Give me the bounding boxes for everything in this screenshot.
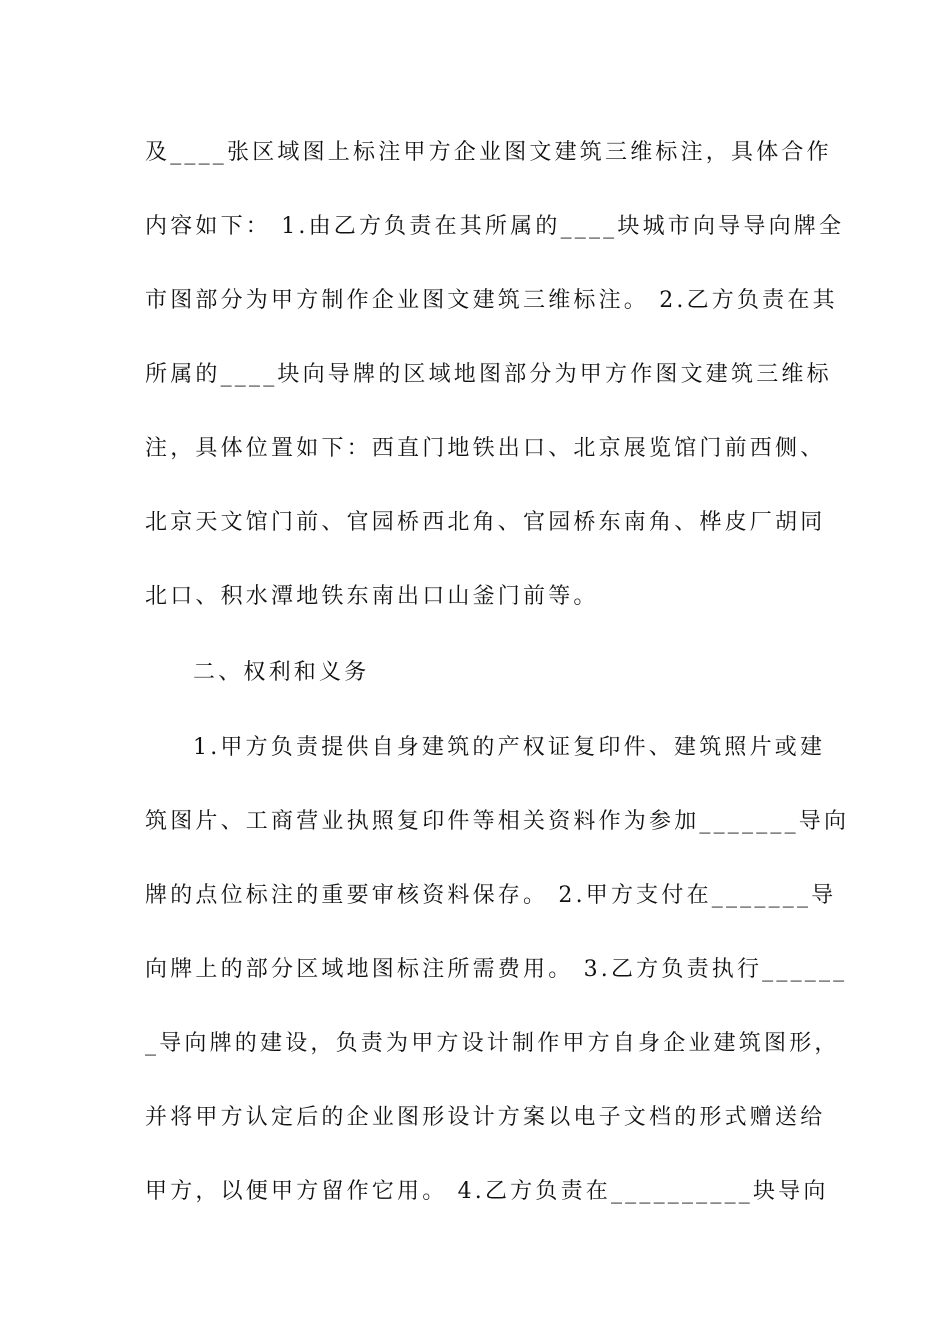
body-line-5: 注，具体位置如下：西直门地铁出口、北京展览馆门前西侧、 <box>145 436 826 461</box>
body-line-13: _导向牌的建设，负责为甲方设计制作甲方自身企业建筑图形， <box>145 1031 840 1056</box>
body-line-6: 北京天文馆门前、官园桥西北角、官园桥东南角、桦皮厂胡同 <box>145 510 826 535</box>
body-line-7: 北口、积水潭地铁东南出口山釜门前等。 <box>145 584 599 609</box>
body-line-4: 所属的____块向导牌的区域地图部分为甲方作图文建筑三维标 <box>145 362 832 387</box>
body-line-3: 市图部分为甲方制作企业图文建筑三维标注。 2.乙方负责在其 <box>145 288 838 313</box>
body-line-10: 筑图片、工商营业执照复印件等相关资料作为参加_______导向 <box>145 809 850 834</box>
body-line-15: 甲方，以便甲方留作它用。 4.乙方负责在__________块导向 <box>145 1179 829 1204</box>
section-heading-rights: 二、权利和义务 <box>193 660 370 685</box>
body-line-9: 1.甲方负责提供自身建筑的产权证复印件、建筑照片或建 <box>193 735 826 760</box>
body-line-14: 并将甲方认定后的企业图形设计方案以电子文档的形式赠送给 <box>145 1105 826 1130</box>
body-line-2: 内容如下： 1.由乙方负责在其所属的____块城市向导导向牌全 <box>145 214 845 239</box>
body-line-1: 及____张区域图上标注甲方企业图文建筑三维标注，具体合作 <box>145 140 832 165</box>
body-line-12: 向牌上的部分区域地图标注所需费用。 3.乙方负责执行______ <box>145 957 848 982</box>
body-line-11: 牌的点位标注的重要审核资料保存。 2.甲方支付在_______导 <box>145 883 837 908</box>
